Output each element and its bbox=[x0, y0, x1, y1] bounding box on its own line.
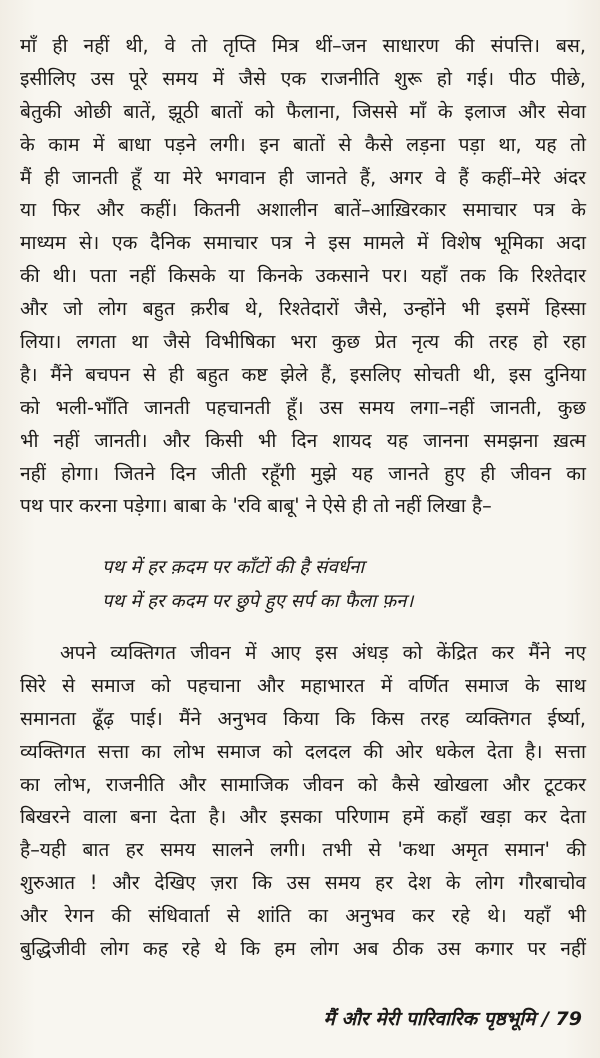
running-footer: मैं और मेरी पारिवारिक पृष्ठभूमि / 79 bbox=[323, 1008, 582, 1030]
text-line: लिया। लगता था जैसे विभीषिका भरा कुछ प्रेत नृत्य की तरह हो रहा bbox=[20, 330, 586, 354]
text-line: पथ पार करना पड़ेगा। बाबा के 'रवि बाबू' ने ऐसे ही तो नहीं लिखा है– bbox=[20, 494, 492, 518]
text-line: भी नहीं जानती। और किसी भी दिन शायद यह जानना समझना ख़त्म bbox=[20, 428, 586, 452]
text-line: और जो लोग बहुत क़रीब थे, रिश्तेदारों जैसे, उन्होंने भी इसमें हिस्सा bbox=[20, 297, 586, 321]
text-line: नहीं होगा। जितने दिन जीती रहूँगी मुझे यह जानते हुए ही जीवन का bbox=[20, 461, 586, 485]
text-line: मैं ही जानती हूँ या मेरे भगवान ही जानते हैं, अगर वे हैं कहीं–मेरे अंदर bbox=[20, 165, 586, 189]
paragraph-2 bbox=[20, 637, 586, 966]
text-line: या फिर और कहीं। कितनी अशालीन बातें–आख़िरकार समाचार पत्र के bbox=[20, 198, 586, 222]
text-line: माध्यम से। एक दैनिक समाचार पत्र ने इस मामले में विशेष भूमिका अदा bbox=[20, 231, 586, 255]
text-line: शुरुआत ! और देखिए ज़रा कि उस समय हर देश के लोग गौरबाचोव bbox=[20, 871, 586, 895]
text-line: के काम में बाधा पड़ने लगी। इन बातों से कैसे लड़ना पड़ा था, यह तो bbox=[20, 132, 586, 156]
text-line: बुद्धिजीवी लोग कह रहे थे कि हम लोग अब ठीक उस कगार पर नहीं bbox=[20, 937, 586, 961]
text-line: है। मैंने बचपन से ही बहुत कष्ट झेले हैं, इसलिए सोचती थी, इस दुनिया bbox=[20, 362, 586, 386]
text-line: समानता ढूँढ़ पाई। मैंने अनुभव किया कि किस तरह व्यक्तिगत ईर्ष्या, bbox=[20, 706, 586, 730]
text-line: है–यही बात हर समय सालने लगी। तभी से 'कथा अमृत समान' की bbox=[20, 838, 586, 862]
text-line: व्यक्तिगत सत्ता का लोभ समाज को दलदल की ओर धकेल देता है। सत्ता bbox=[20, 739, 586, 763]
text-line: की थी। पता नहीं किसके या किनके उकसाने पर। यहाँ तक कि रिश्तेदार bbox=[20, 264, 586, 288]
text-line: माँ ही नहीं थी, वे तो तृप्ति मित्र थीं–जन साधारण की संपत्ति। बस, bbox=[20, 34, 586, 57]
text-line: का लोभ, राजनीति और सामाजिक जीवन को कैसे खोखला और टूटकर bbox=[20, 772, 586, 796]
text-line: इसीलिए उस पूरे समय में जैसे एक राजनीति शुरू हो गई। पीठ पीछे, bbox=[20, 66, 586, 90]
poem-line: पथ में हर कदम पर छुपे हुए सर्प का फैला फ़न। bbox=[102, 591, 414, 612]
text-line: सिरे से समाज को पहचाना और महाभारत में वर्णित समाज के साथ bbox=[20, 673, 586, 697]
paragraph-1 bbox=[20, 30, 586, 523]
text-line: और रेगन की संधिवार्ता से शांति का अनुभव कर रहे थे। यहाँ भी bbox=[20, 904, 586, 928]
text-line: को भली-भाँति जानती पहचानती हूँ। उस समय लगा–नहीं जानती, कुछ bbox=[20, 395, 586, 419]
text-line: बेतुकी ओछी बातें, झूठी बातों को फैलाना, जिससे माँ के इलाज और सेवा bbox=[20, 99, 586, 123]
text-line: बिखरने वाला बना देता है। और इसका परिणाम हमें कहाँ खड़ा कर देता bbox=[20, 805, 586, 829]
poem-quote bbox=[102, 551, 572, 619]
text-line: अपने व्यक्तिगत जीवन में आए इस अंधड़ को केंद्रित कर मैंने नए bbox=[60, 641, 586, 664]
poem-line: पथ में हर क़दम पर काँटों की है संवर्धना bbox=[102, 557, 365, 578]
